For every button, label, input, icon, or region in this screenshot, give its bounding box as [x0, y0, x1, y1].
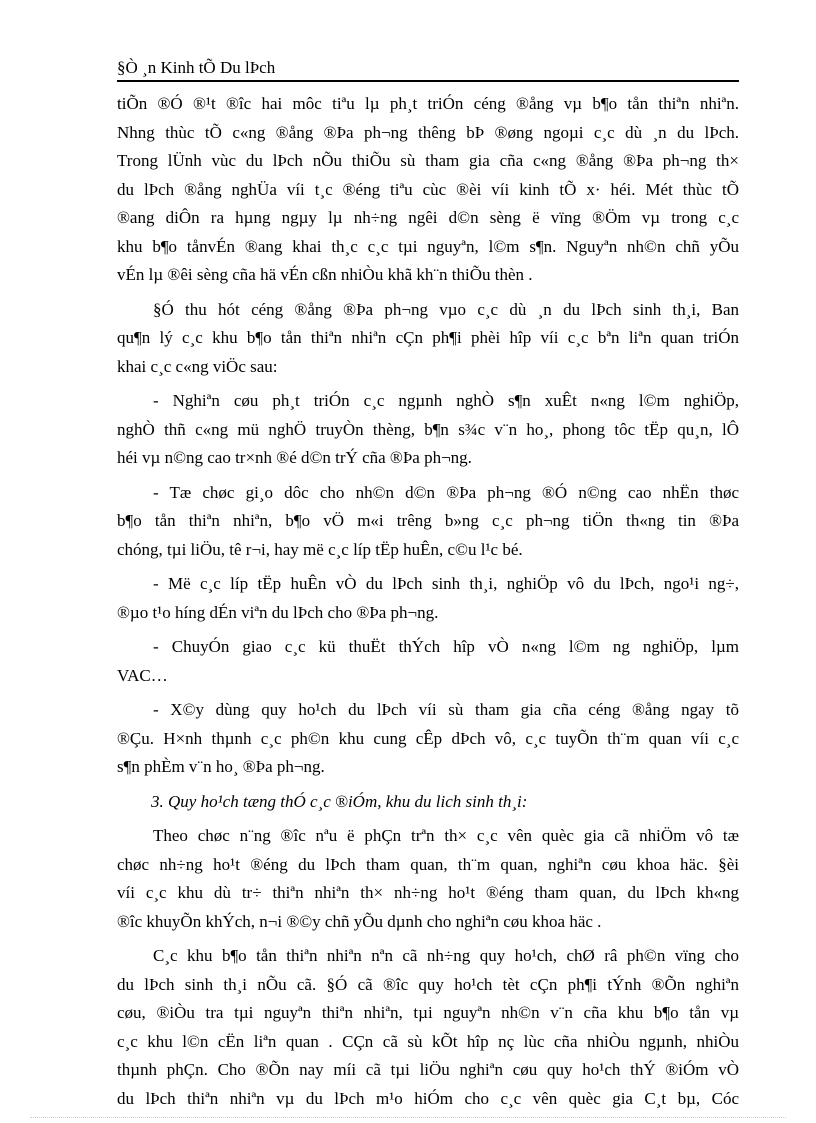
text-line: vÉn lµ ®êi sèng cña hä vÉn cßn nhiÒu khã kh¨n thiÕu thèn . — [117, 265, 533, 284]
text-line: b¶o tån thiªn nhiªn, b¶o vÖ m«i trêng b»ng c¸c ph¬ng tiÖn th«ng tin ®Þa — [117, 511, 739, 530]
list-item — [117, 387, 739, 473]
paragraph — [117, 822, 739, 936]
text-line: - Nghiªn cøu ph¸t triÓn c¸c ngµnh nghÒ s¶n xuÊt n«ng l©m nghiÖp, — [153, 391, 739, 410]
text-line: c¸c khu l©n cËn liªn quan . CÇn cã sù kÕt hîp nç lùc cña nhiÒu ngµnh, nhiÒu — [117, 1031, 739, 1051]
text-line: Nhng thùc tÕ c«ng ®ång ®Þa ph¬ng thêng bÞ ®øng ngoµi c¸c dù ¸n du lÞch. — [117, 122, 739, 142]
text-line: nghÒ thñ c«ng mü nghÖ truyÒn thèng, b¶n s¾c v¨n ho¸, phong tôc tËp qu¸n, lÔ — [117, 419, 739, 439]
paragraph — [117, 296, 739, 382]
list-item — [117, 570, 739, 627]
text-line: - ChuyÓn giao c¸c kü thuËt thÝch hîp vÒ n«ng l©m ng nghiÖp, lµm — [153, 637, 739, 656]
text-line: víi c¸c khu dù tr÷ thiªn nhiªn th× nh÷ng ho¹t ®éng tham quan, du lÞch kh«ng — [117, 883, 739, 902]
text-line: Trong lÜnh vùc du lÞch nÕu thiÕu sù tham gia cña c«ng ®ång ®Þa ph¬ng th× — [117, 151, 739, 170]
text-line: chóng, tµi liÖu, tê r¬i, hay më c¸c líp tËp huÊn, c©u l¹c bé. — [117, 539, 523, 559]
section-heading: 3. Quy ho¹ch tæng thÓ c¸c ®iÓm, khu du lich sinh th¸i: — [151, 791, 528, 811]
list-item — [117, 479, 739, 565]
text-line: khai c¸c c«ng viÖc sau: — [117, 356, 278, 376]
page-header-title: §Ò ¸n Kinh tÕ Du lÞch — [117, 58, 276, 77]
text-line: ®Çu. H×nh thµnh c¸c ph©n khu cung cÊp dÞch vô, c¸c tuyÕn th¨m quan víi c¸c — [117, 728, 739, 748]
text-line: Theo chøc n¨ng ®îc nªu ë phÇn trªn th× c¸c vên quèc gia cã nhiÖm vô tæ — [153, 826, 739, 845]
header-divider — [117, 80, 739, 82]
text-line: du lÞch ®ång nghÜa víi t¸c ®éng tiªu cùc ®èi víi kinh tÕ x· héi. Mét thùc tÕ — [117, 179, 739, 199]
list-item — [117, 633, 739, 690]
text-line: §Ó thu hót céng ®ång ®Þa ph¬ng vµo c¸c dù ¸n du lÞch sinh th¸i, Ban — [153, 299, 739, 319]
text-line: cøu, ®iÒu tra tµi nguyªn thiªn nhiªn, tµi nguyªn nh©n v¨n cña khu b¶o tån vµ — [117, 1003, 739, 1022]
text-line: héi vµ n©ng cao tr×nh ®é d©n trÝ cña ®Þa ph¬ng. — [117, 448, 472, 467]
text-line: s¶n phÈm v¨n ho¸ ®Þa ph¬ng. — [117, 757, 325, 776]
paragraph — [117, 942, 739, 1113]
document-body — [117, 90, 739, 1113]
text-line: - Tæ chøc gi¸o dôc cho nh©n d©n ®Þa ph¬ng ®Ó n©ng cao nhËn thøc — [153, 482, 739, 502]
list-item — [117, 696, 739, 782]
text-line: - Më c¸c líp tËp huÊn vÒ du lÞch sinh th¸i, nghiÖp vô du lÞch, ngo¹i ng÷, — [153, 574, 739, 593]
text-line: du lÞch thiªn nhiªn vµ du lÞch m¹o hiÓm cho c¸c vên quèc gia C¸t bµ, Cóc — [117, 1088, 739, 1108]
text-line: chøc nh÷ng ho¹t ®éng du lÞch tham quan, th¨m quan, nghiªn cøu khoa häc. §èi — [117, 854, 739, 874]
text-line: tiÕn ®Ó ®¹t ®îc hai môc tiªu lµ ph¸t triÓn céng ®ång vµ b¶o tån thiªn nhiªn. — [117, 94, 739, 113]
text-line: khu b¶o tånvÉn ®ang khai th¸c c¸c tµi nguyªn, l©m s¶n. Nguyªn nh©n chñ yÕu — [117, 236, 739, 256]
text-line: VAC… — [117, 665, 168, 685]
text-line: ®ang diÔn ra hµng ngµy lµ nh÷ng ngêi d©n sèng ë vïng ®Öm vµ trong c¸c — [117, 208, 739, 227]
text-line: du lÞch sinh th¸i nÕu cã. §Ó cã ®îc quy ho¹ch tèt cÇn ph¶i tÝnh ®Õn nghiªn — [117, 974, 739, 994]
text-line: C¸c khu b¶o tån thiªn nhiªn nªn cã nh÷ng quy ho¹ch, chØ râ ph©n vïng cho — [153, 946, 739, 965]
text-line: ®µo t¹o híng dÉn viªn du lÞch cho ®Þa ph¬ng. — [117, 602, 439, 622]
footer-divider — [30, 1117, 786, 1118]
text-line: ®îc khuyÕn khÝch, n¬i ®©y chñ yÕu dµnh cho nghiªn cøu khoa häc . — [117, 911, 602, 931]
text-line: thµnh phÇn. Cho ®Õn nay míi cã tµi liÖu nghiªn cøu quy ho¹ch thÝ ®iÓm vÒ — [117, 1060, 739, 1079]
paragraph — [117, 90, 739, 290]
text-line: - X©y dùng quy ho¹ch du lÞch víi sù tham gia cña céng ®ång ngay tõ — [153, 700, 739, 719]
text-line: qu¶n lý c¸c khu b¶o tån thiªn nhiªn cÇn ph¶i phèi hîp víi c¸c bªn liªn quan triÓn — [117, 328, 739, 347]
